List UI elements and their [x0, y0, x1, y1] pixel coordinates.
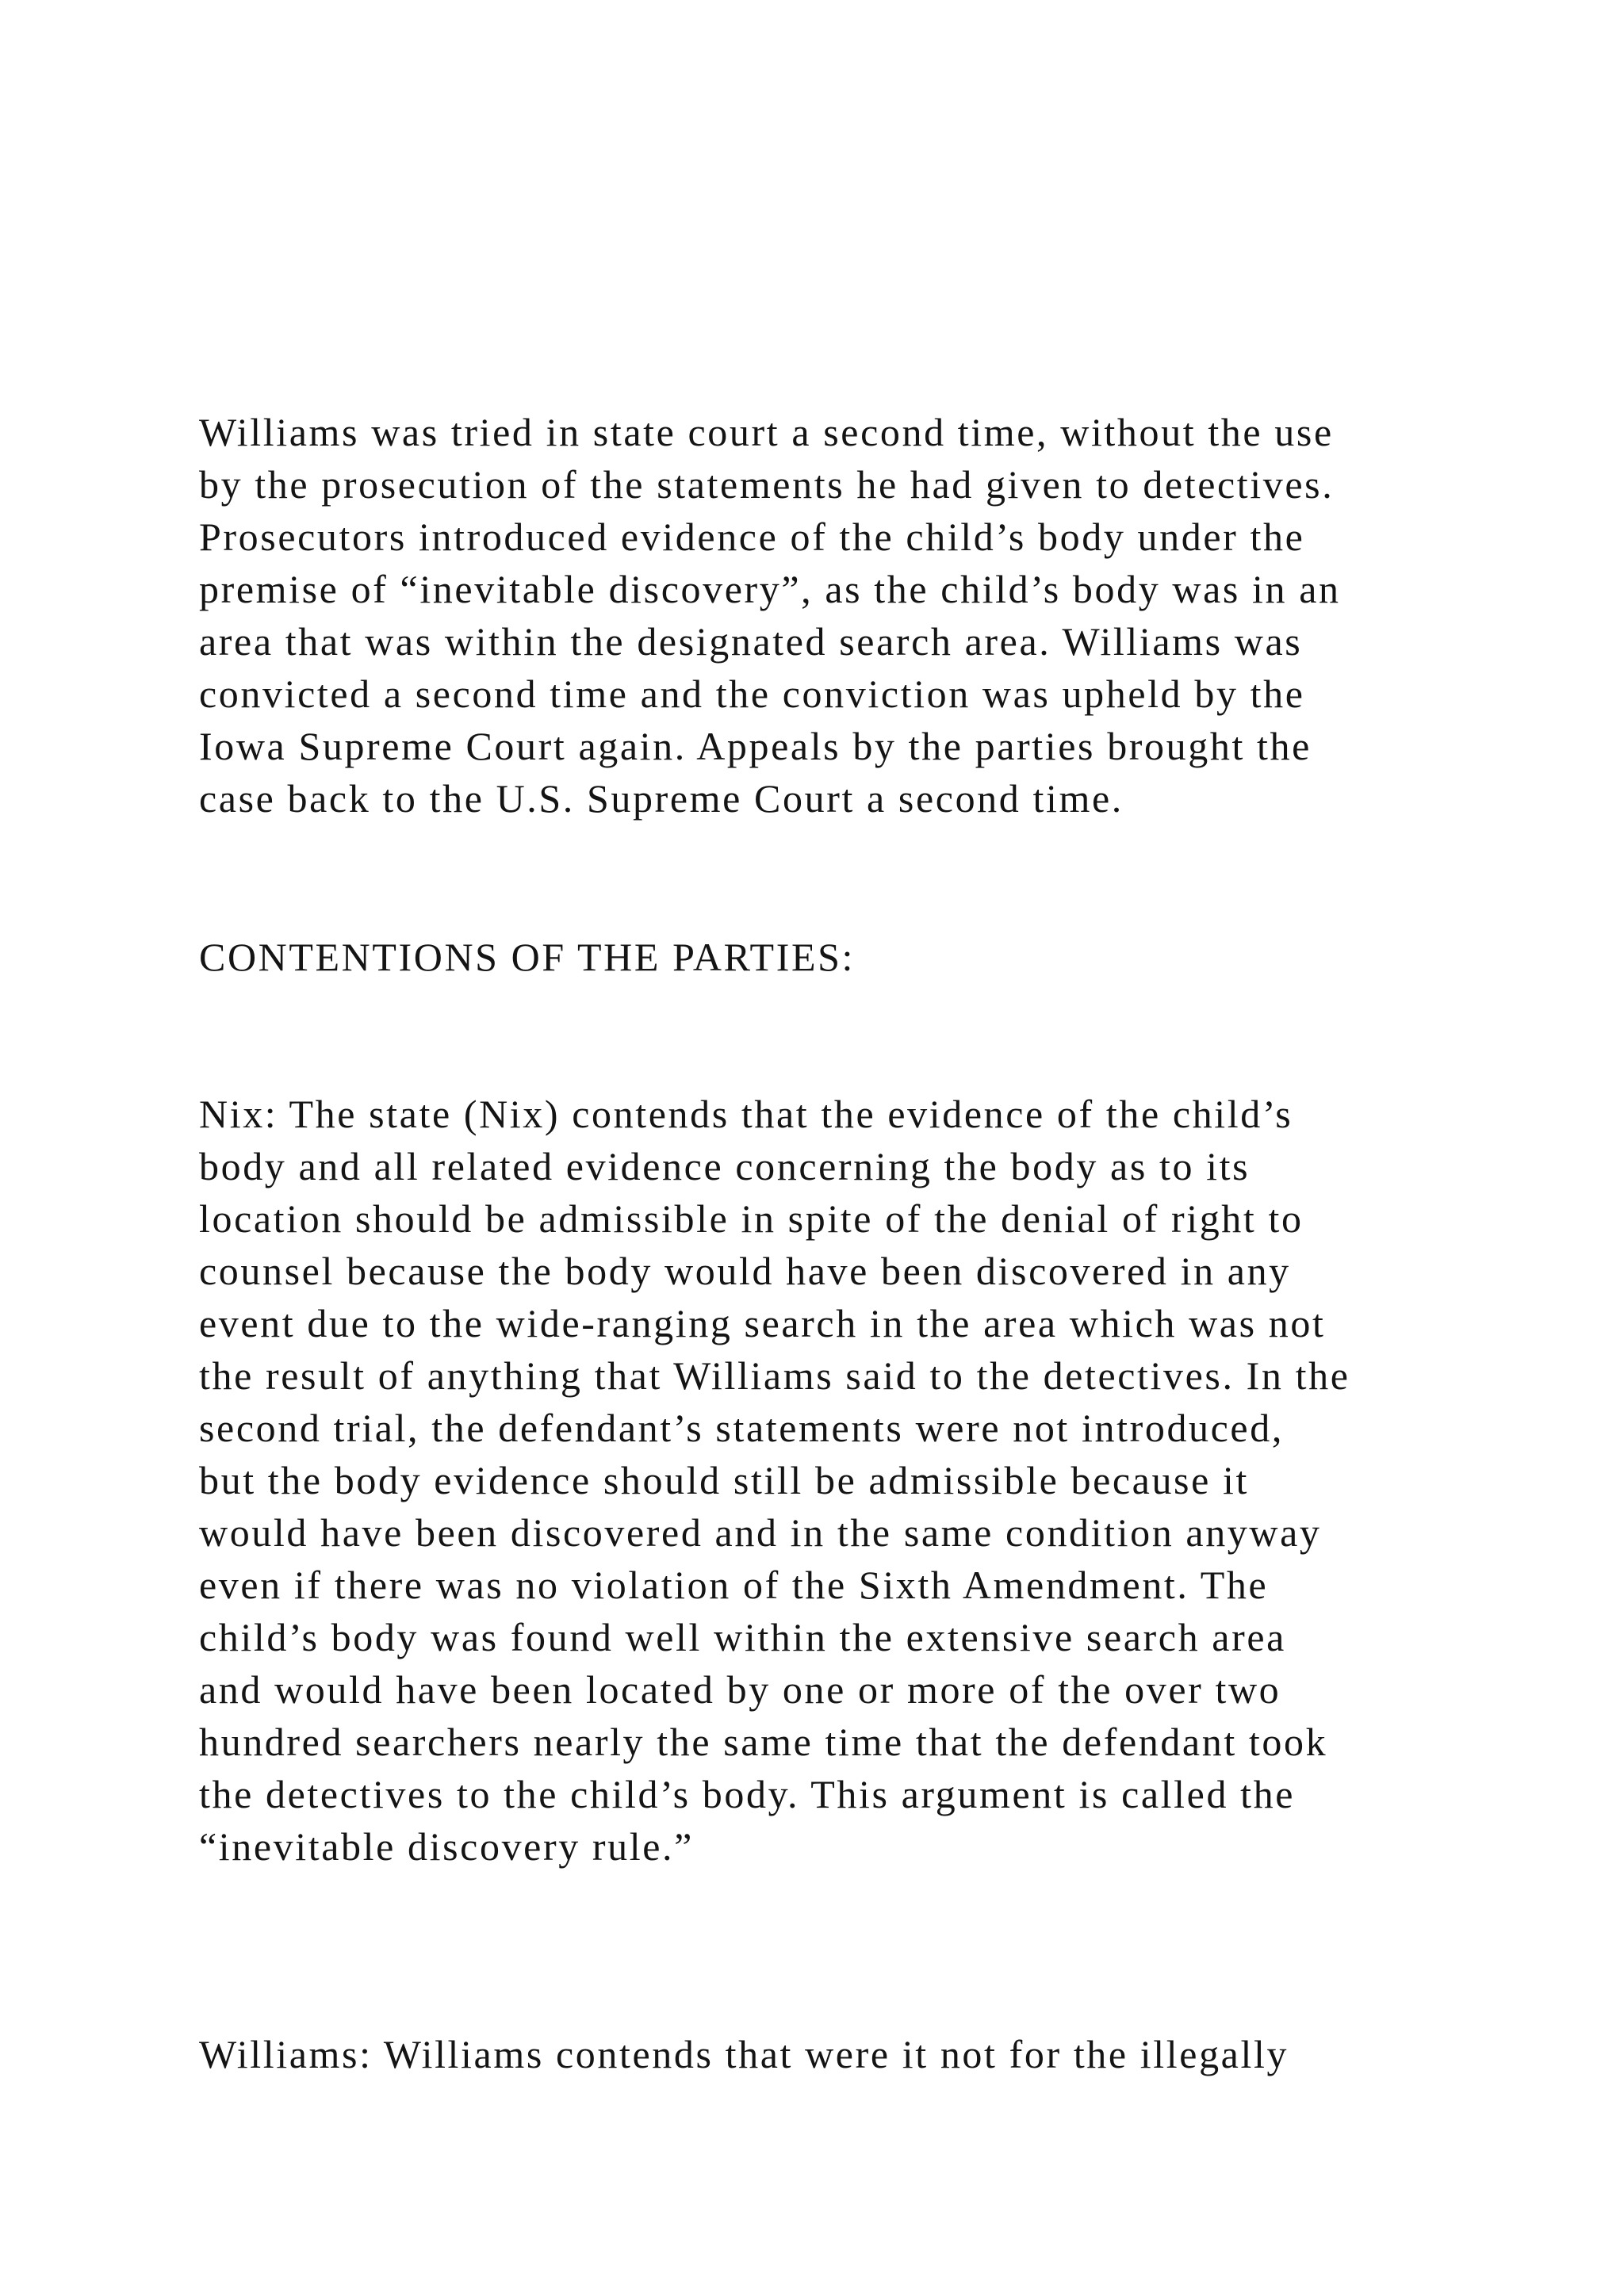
- paragraph-1-line-8: case back to the U.S. Supreme Court a second time.: [199, 776, 1124, 821]
- paragraph-2-line-14: the detectives to the child’s body. This argument is called the: [199, 1772, 1296, 1816]
- paragraph-2-line-12: and would have been located by one or more of the over two: [199, 1667, 1281, 1712]
- section-heading: CONTENTIONS OF THE PARTIES:: [199, 935, 855, 979]
- paragraph-1-line-2: by the prosecution of the statements he had given to detectives.: [199, 462, 1335, 507]
- paragraph-1-line-7: Iowa Supreme Court again. Appeals by the parties brought the: [199, 724, 1312, 768]
- paragraph-2-line-1: Nix: The state (Nix) contends that the evidence of the child’s: [199, 1092, 1293, 1136]
- paragraph-2-line-7: second trial, the defendant’s statements were not introduced,: [199, 1406, 1284, 1450]
- paragraph-2-line-3: location should be admissible in spite of the denial of right to: [199, 1196, 1304, 1241]
- paragraph-1-line-6: convicted a second time and the conviction was upheld by the: [199, 672, 1305, 716]
- paragraph-1-line-4: premise of “inevitable discovery”, as the child’s body was in an: [199, 567, 1341, 611]
- paragraph-2-line-9: would have been discovered and in the same condition anyway: [199, 1510, 1322, 1555]
- paragraph-2-line-10: even if there was no violation of the Sixth Amendment. The: [199, 1563, 1269, 1607]
- paragraph-2-line-4: counsel because the body would have been discovered in any: [199, 1249, 1291, 1293]
- paragraph-2-line-13: hundred searchers nearly the same time that the defendant took: [199, 1720, 1328, 1764]
- paragraph-2-line-6: the result of anything that Williams said to the detectives. In the: [199, 1353, 1350, 1398]
- paragraph-2-line-5: event due to the wide-ranging search in the area which was not: [199, 1301, 1326, 1345]
- paragraph-2-line-8: but the body evidence should still be admissible because it: [199, 1458, 1249, 1502]
- paragraph-2-line-2: body and all related evidence concerning the body as to its: [199, 1144, 1251, 1188]
- paragraph-1-line-1: Williams was tried in state court a second time, without the use: [199, 410, 1334, 454]
- paragraph-3-line-1: Williams: Williams contends that were it not for the illegally: [199, 2032, 1289, 2076]
- paragraph-2-line-15: “inevitable discovery rule.”: [199, 1824, 694, 1869]
- paragraph-2-line-11: child’s body was found well within the extensive search area: [199, 1615, 1286, 1659]
- paragraph-1-line-3: Prosecutors introduced evidence of the child’s body under the: [199, 515, 1305, 559]
- paragraph-1-line-5: area that was within the designated search area. Williams was: [199, 619, 1303, 664]
